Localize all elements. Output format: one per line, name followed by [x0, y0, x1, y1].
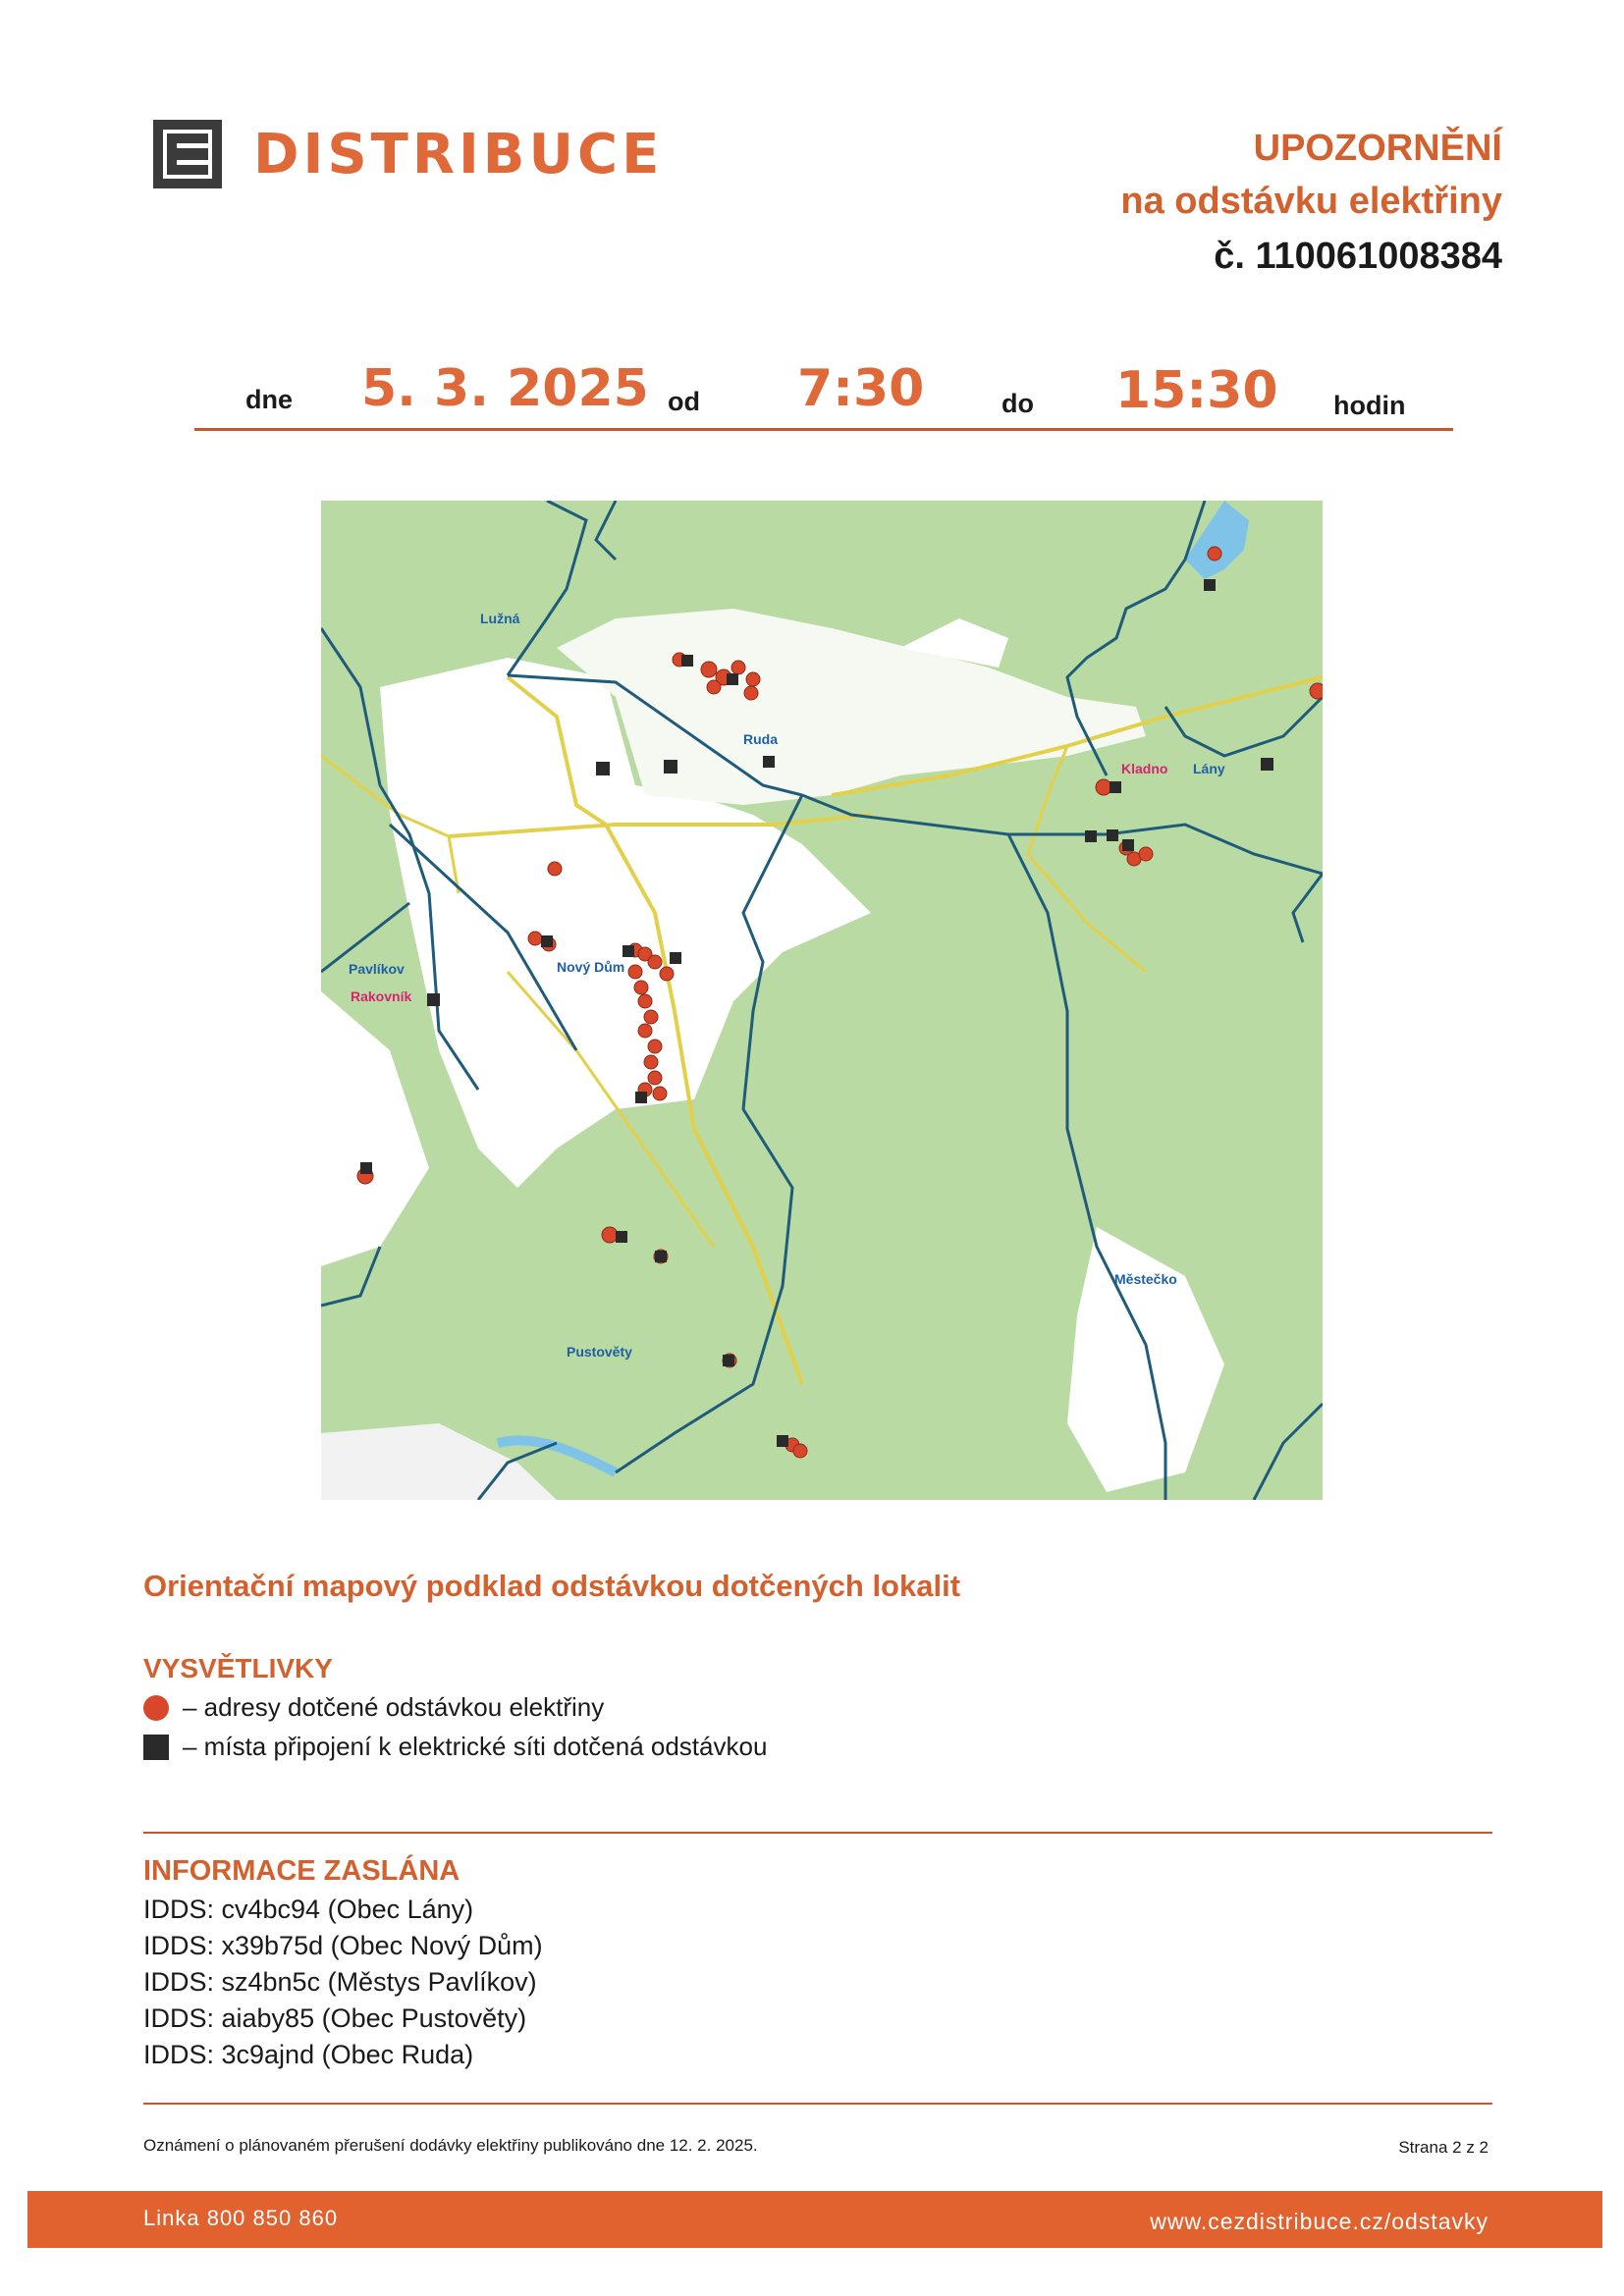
time-to: 15:30 [1115, 361, 1278, 420]
idds-line: IDDS: x39b75d (Obec Nový Dům) [143, 1931, 543, 1960]
outage-map [321, 501, 1323, 1500]
notice-number: č. 110061008384 [1214, 236, 1502, 277]
place-label: Lány [1193, 761, 1225, 776]
place-label: Kladno [1121, 761, 1168, 776]
cez-logo-icon [153, 120, 222, 188]
legend-title: VYSVĚTLIVKY [143, 1653, 333, 1683]
place-label: Lužná [480, 611, 520, 626]
legend-item-connections [143, 1732, 767, 1762]
publication-note: Oznámení o plánovaném přerušení dodávky elektřiny publikováno dne 12. 2. 2025. [143, 2136, 758, 2155]
outage-date: 5. 3. 2025 [361, 359, 649, 418]
place-label: Městečko [1114, 1271, 1177, 1287]
place-label: Pustověty [567, 1344, 632, 1360]
legend-item-addresses [143, 1692, 604, 1723]
notice-subtitle: na odstávku elektřiny [1120, 181, 1502, 222]
info-title: INFORMACE ZASLÁNA [143, 1855, 460, 1887]
idds-line: IDDS: cv4bc94 (Obec Lány) [143, 1895, 474, 1924]
idds-line: IDDS: sz4bn5c (Městys Pavlíkov) [143, 1967, 537, 1997]
website-link[interactable]: www.cezdistribuce.cz/odstavky [1150, 2209, 1489, 2234]
divider [143, 1832, 1492, 1834]
label-hours: hodin [1333, 391, 1406, 420]
label-date: dne [245, 385, 294, 414]
idds-line: IDDS: aiaby85 (Obec Pustověty) [143, 2003, 527, 2033]
place-label: Rakovník [351, 988, 412, 1004]
divider [143, 2103, 1492, 2105]
label-from: od [668, 387, 700, 416]
page-number: Strana 2 z 2 [1398, 2138, 1489, 2157]
legend-text: – místa připojení k elektrické síti dotčená odstávkou [183, 1732, 768, 1761]
place-label: Pavlíkov [349, 961, 405, 977]
idds-line: IDDS: 3c9ajnd (Obec Ruda) [143, 2040, 474, 2069]
place-label: Ruda [743, 731, 778, 747]
legend-text: – adresy dotčené odstávkou elektřiny [183, 1692, 605, 1722]
time-from: 7:30 [797, 359, 925, 418]
red-circle-icon [143, 1695, 169, 1721]
date-divider [194, 428, 1453, 431]
black-square-icon [143, 1735, 169, 1760]
logo-text: DISTRIBUCE [253, 123, 664, 187]
label-to: do [1001, 389, 1034, 418]
map-caption: Orientační mapový podklad odstávkou dotčených lokalit [143, 1569, 961, 1603]
hotline: Linka 800 850 860 [143, 2206, 339, 2230]
notice-title: UPOZORNĚNÍ [1253, 128, 1502, 169]
place-label: Nový Dům [557, 959, 625, 975]
